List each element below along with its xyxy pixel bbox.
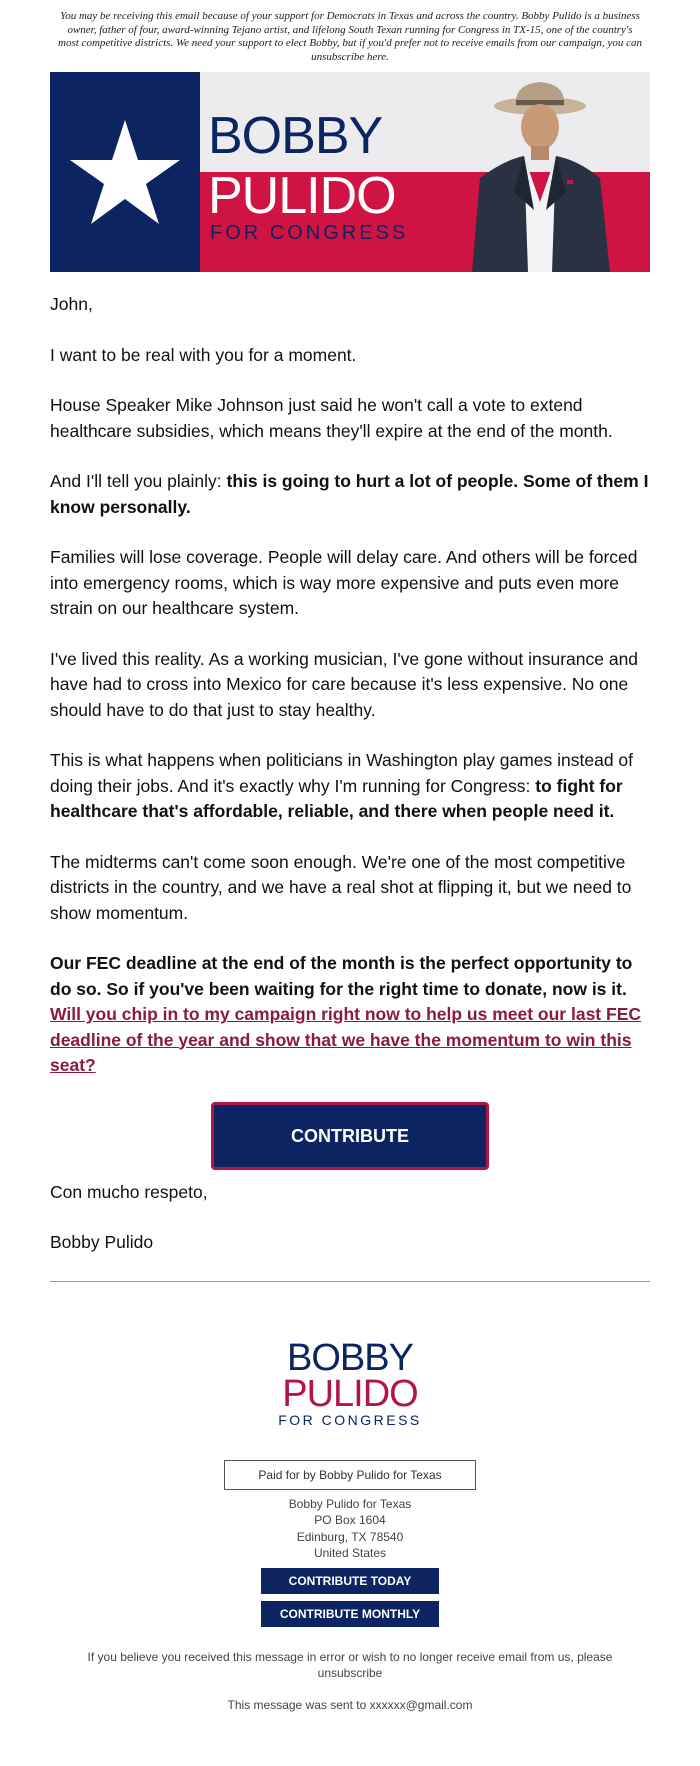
email-body: [50, 272, 650, 1079]
paragraph-4: Families will lose coverage. People will delay care. And others will be forced into emergency rooms, which is way more expensive and puts even more strain on our healthcare system.: [50, 547, 638, 618]
greeting: John,: [50, 294, 93, 314]
contribute-today-button[interactable]: CONTRIBUTE TODAY: [261, 1568, 439, 1594]
paragraph-2: House Speaker Mike Johnson just said he won't call a vote to extend healthcare subsidies, which means they'll expire at the end of the month.: [50, 395, 613, 441]
signoff: [50, 1180, 650, 1256]
campaign-banner: [50, 72, 650, 272]
banner-name-line1: BOBBY: [208, 107, 383, 165]
footer-logo-line3: FOR CONGRESS: [278, 1411, 422, 1428]
candidate-portrait: [454, 82, 620, 272]
paragraph-6-emphasis: to fight for healthcare that's affordable, reliable, and there when people need it.: [50, 775, 623, 821]
footer-logo-line1: BOBBY: [287, 1336, 413, 1379]
paragraph-6-text: This is what happens when politicians in Washington play games instead of doing their jobs. And it's exactly why I'm running for Congress:: [50, 750, 634, 796]
banner-tagline: FOR CONGRESS: [210, 222, 409, 244]
paragraph-3-text: And I'll tell you plainly:: [50, 471, 227, 491]
contribute-monthly-button[interactable]: CONTRIBUTE MONTHLY: [261, 1601, 439, 1627]
footer-logo: [50, 1336, 650, 1430]
sent-to-note: This message was sent to xxxxxx@gmail.com: [227, 1697, 473, 1712]
paragraph-8-emphasis: Our FEC deadline at the end of the month is the perfect opportunity to do so. So if you've been waiting for the right time to donate, now is it.: [50, 953, 633, 999]
address-line: United States: [313, 1546, 387, 1560]
email-container: [50, 0, 650, 1713]
closing-line: Con mucho respeto,: [50, 1181, 208, 1202]
paragraph-8: [50, 951, 650, 1079]
paragraph-3-emphasis: this is going to hurt a lot of people. Some of them I know personally.: [50, 471, 649, 517]
paragraph-6: [50, 748, 650, 825]
contribute-button[interactable]: CONTRIBUTE: [211, 1102, 489, 1170]
unsubscribe-note: If you believe you received this message in error or wish to no longer receive email from us, please unsubscribe: [87, 1649, 613, 1680]
footer-divider: [50, 1281, 650, 1282]
paragraph-7: The midterms can't come soon enough. We're one of the most competitive districts in the country, and we have a real shot at flipping it, but we need to show momentum.: [50, 851, 632, 923]
address-line: Edinburg, TX 78540: [296, 1529, 404, 1544]
address-line: PO Box 1604: [314, 1513, 386, 1527]
paragraph-3: [50, 469, 650, 520]
paid-for-box: Paid for by Bobby Pulido for Texas: [224, 1460, 476, 1490]
address-line: Bobby Pulido for Texas: [288, 1496, 412, 1511]
paragraph-1: I want to be real with you for a moment.: [50, 344, 357, 365]
star-icon: [70, 120, 180, 224]
paragraph-5: I've lived this reality. As a working musician, I've gone without insurance and have had to cross into Mexico for care because it's less expensive. No one should have to do that just to stay healthy.: [50, 648, 639, 720]
banner-name-line2: PULIDO: [208, 167, 396, 225]
footer-logo-line2: PULIDO: [282, 1372, 418, 1415]
mailing-address: [50, 1496, 650, 1562]
disclaimer-text: You may be receiving this email because of your support for Democrats in Texas and across the country. Bobby Pulido is a business owner, father of four, award-winning Tejano artist, and lifelong South Texan running for Congress in TX-15, one of the country's most competitive districts. We need your support to elect Bobby, but if you'd prefer not to receive emails from our campaign, you can unsubscribe here.: [58, 10, 642, 63]
donate-link[interactable]: Will you chip in to my campaign right now to help us meet our last FEC deadline of the year and show that we have the momentum to win this seat?: [50, 1004, 642, 1075]
signature: Bobby Pulido: [50, 1232, 154, 1252]
contribute-button-row: [50, 1102, 650, 1170]
